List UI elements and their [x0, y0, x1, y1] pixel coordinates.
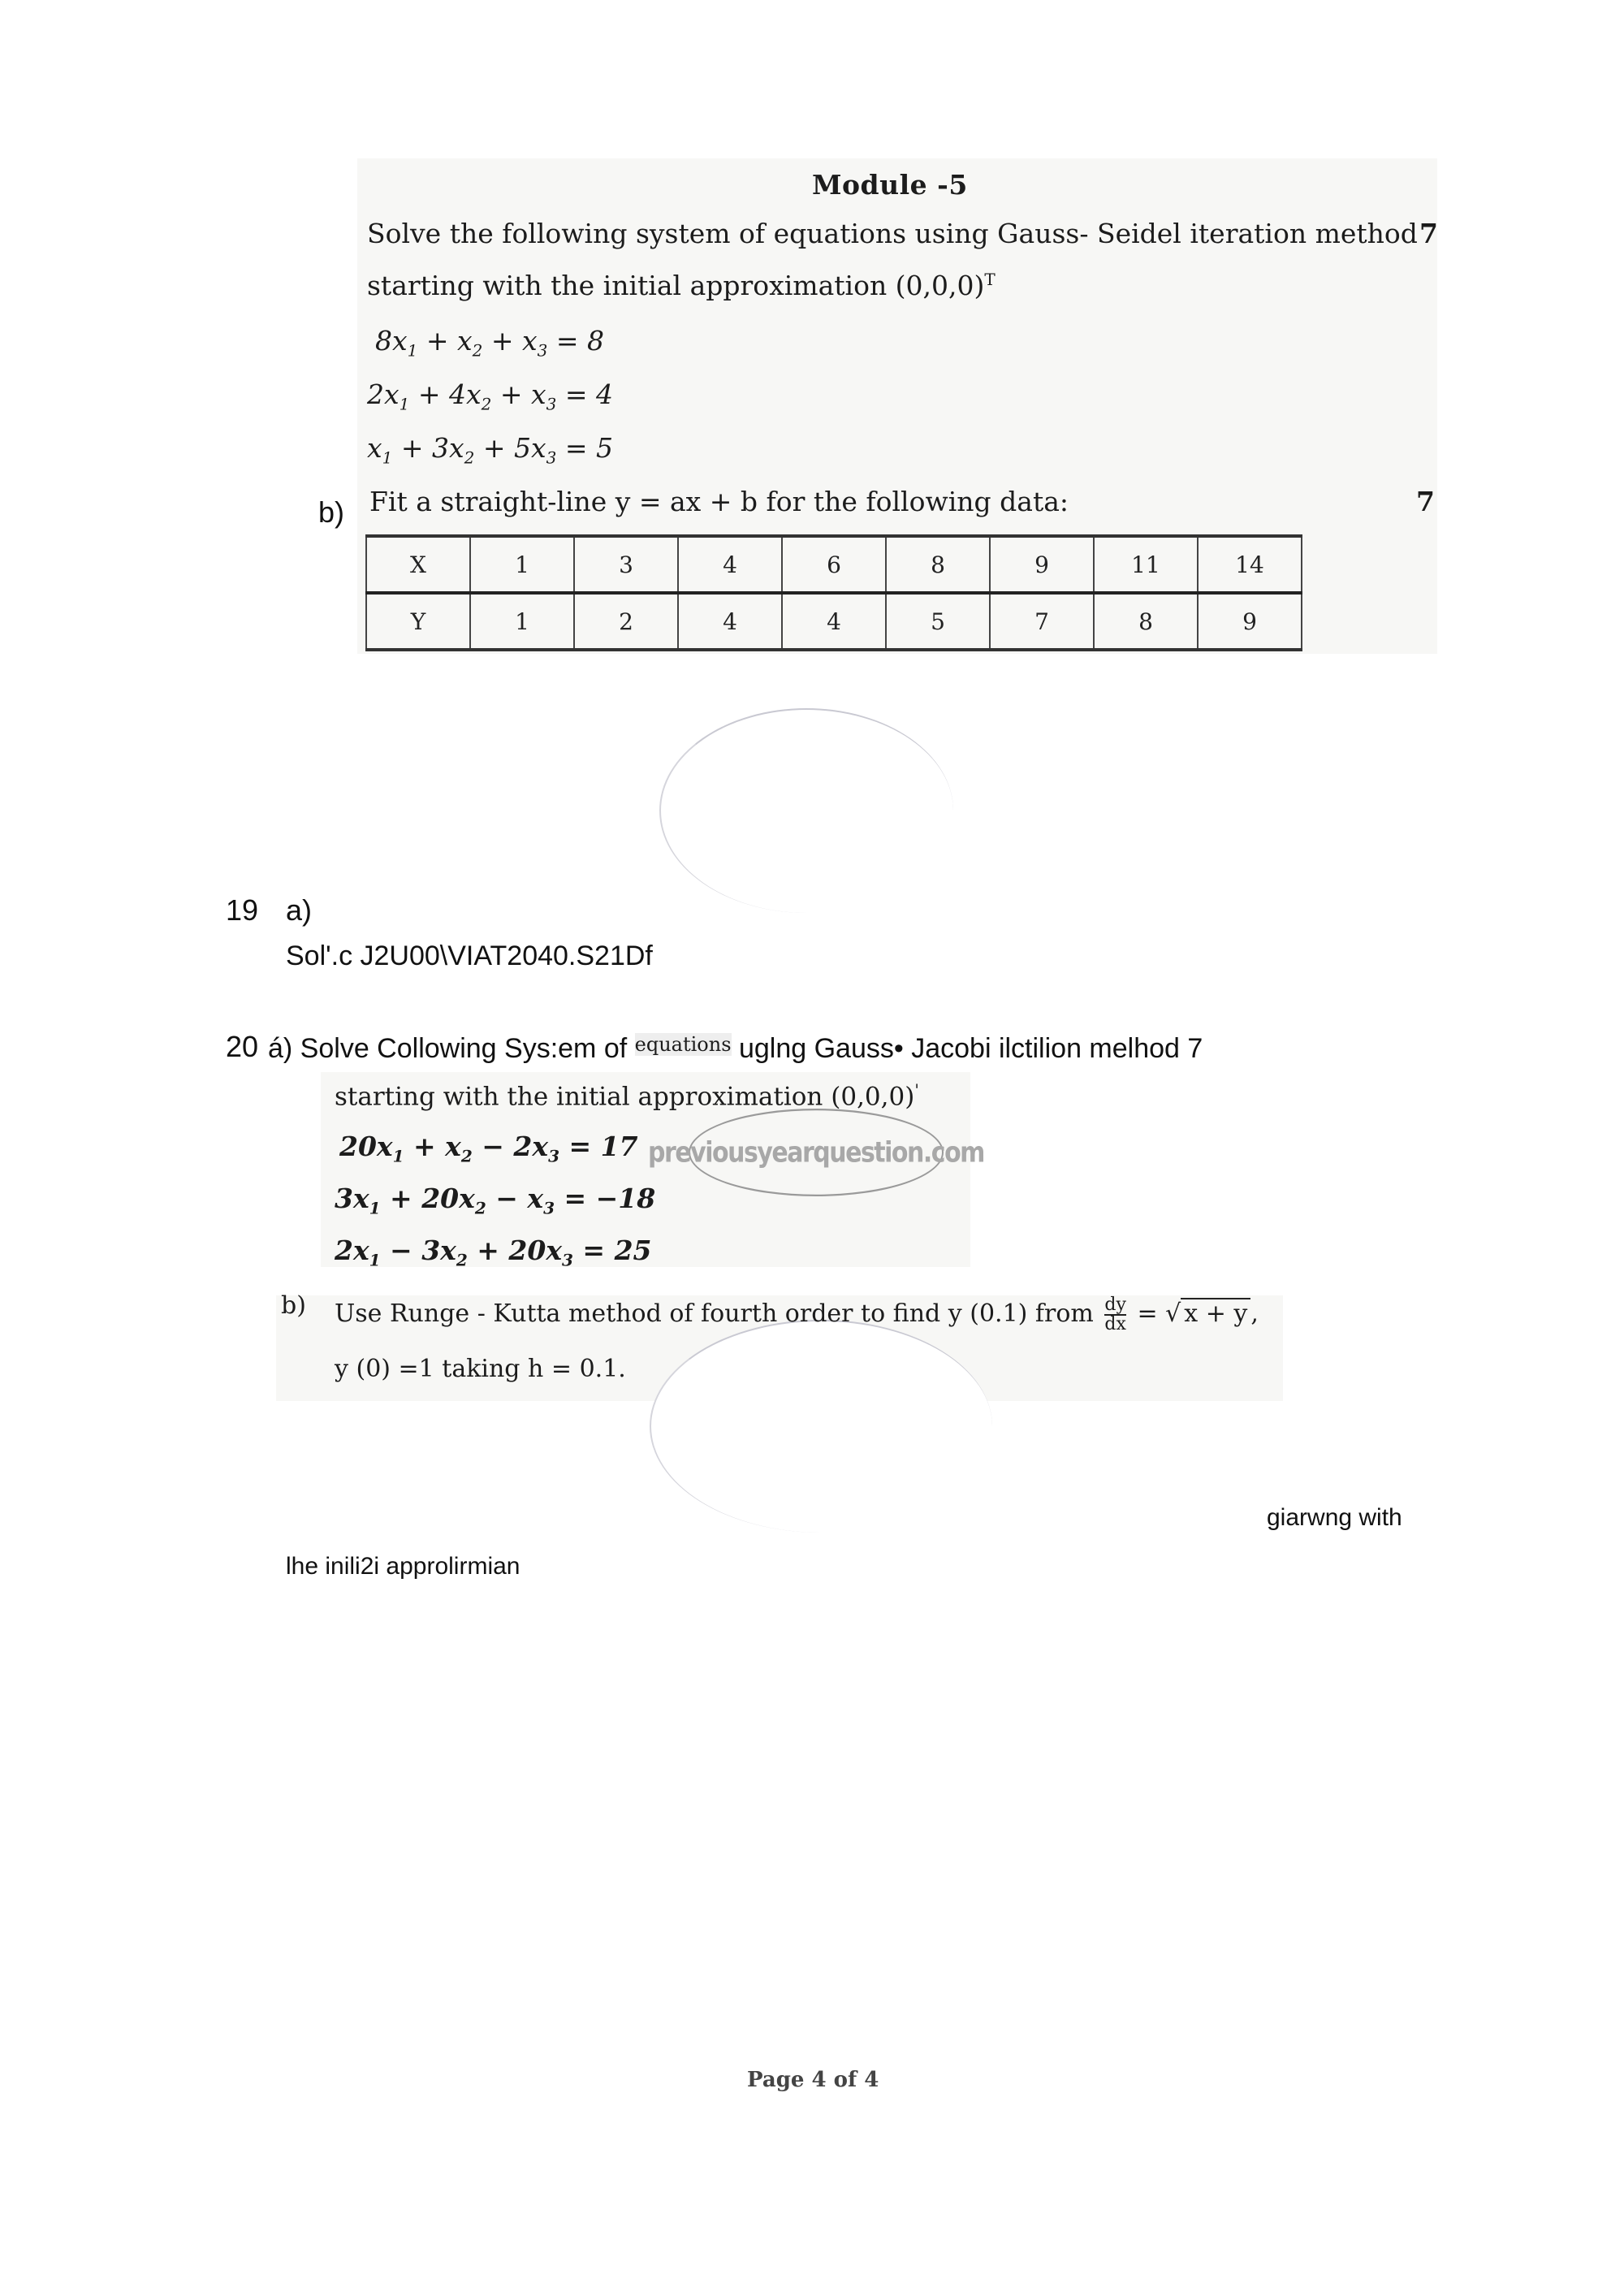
table-cell: 7	[990, 593, 1094, 650]
table-cell: 14	[1198, 536, 1302, 593]
q20-number: 20	[226, 1030, 259, 1063]
ocr-fragment-left: lhe inili2i approlirmian	[286, 1553, 520, 1580]
table-cell: 8	[1094, 593, 1198, 650]
table-cell: 3	[574, 536, 678, 593]
q19-label: a)	[286, 893, 313, 927]
q20b-derivative: $\frac{dy}{dx}$	[1104, 1295, 1126, 1334]
sqrt-icon: √	[1165, 1299, 1181, 1328]
table-cell: 9	[990, 536, 1094, 593]
table-cell: 5	[886, 593, 990, 650]
table-cell: 11	[1094, 536, 1198, 593]
watermark-logo: previousyearquestion.com	[689, 1109, 944, 1196]
q18a-equation-1: $8x_1 + x_2 + x_3 = 8$	[375, 325, 604, 361]
q20a-text-before: á) Solve Collowing Sys:em of	[268, 1033, 628, 1064]
table-row-x	[366, 536, 1302, 593]
q18a-text-line1: Solve the following system of equations using Gauss- Seidel iteration method	[367, 218, 1418, 249]
q20a-equation-3: $2x_1 - 3x_2 + 20x_3 = 25$	[335, 1234, 652, 1270]
q18a-equation-2: $2x_1 + 4x_2 + x_3 = 4$	[367, 378, 613, 414]
table-row-y	[366, 593, 1302, 650]
q20b-trail: ,	[1250, 1299, 1259, 1328]
table-cell: 4	[678, 536, 782, 593]
q18b-text: Fit a straight-line y = ax + b for the following data:	[369, 486, 1069, 517]
q18a-line2-text: starting with the initial approximation (0,0,0)	[367, 270, 985, 301]
q18a-text-line2	[367, 270, 996, 301]
table-cell: 1	[470, 536, 574, 593]
table-cell: 8	[886, 536, 990, 593]
q18b-marks: 7	[1416, 486, 1435, 517]
q19-number: 19	[226, 893, 259, 927]
page-footer: Page 4 of 4	[747, 2068, 879, 2092]
scan-artifact-blob	[659, 708, 953, 913]
table-cell: Y	[366, 593, 470, 650]
q20a-text-line2	[335, 1080, 919, 1111]
q20a-text-after: uglng Gauss• Jacobi ilctilion melhod 7	[738, 1033, 1203, 1064]
q20a-scanned-word: equations	[634, 1033, 732, 1056]
q18a-line2-sup: T	[984, 270, 996, 289]
data-table	[365, 534, 1302, 651]
q18a-marks: 7	[1419, 218, 1438, 249]
q20b-text-line1	[335, 1296, 1259, 1334]
table-cell: 4	[782, 593, 886, 650]
ocr-fragment-right: giarwng with	[1267, 1504, 1402, 1531]
q20a-equation-1: $20x_1 + x_2 - 2x_3 = 17$	[339, 1131, 638, 1166]
table-cell: 2	[574, 593, 678, 650]
q20b-text-line2: y (0) =1 taking h = 0.1.	[335, 1355, 626, 1383]
table-cell: 1	[470, 593, 574, 650]
q20a-line2-text: starting with the initial approximation (0,0,0)	[335, 1082, 915, 1112]
q20b-sqrt-expr: x + y	[1181, 1298, 1250, 1328]
q20b-label: b)	[281, 1291, 306, 1320]
module-title: Module -5	[812, 169, 968, 201]
table-cell: 4	[678, 593, 782, 650]
q20a-line2-sup: '	[914, 1080, 919, 1100]
table-cell: 9	[1198, 593, 1302, 650]
q20a-equation-2: $3x_1 + 20x_2 - x_3 = -18$	[335, 1183, 656, 1218]
q19-text: Sol'.c J2U00\VIAT2040.S21Df	[286, 940, 653, 971]
table-cell: 6	[782, 536, 886, 593]
table-cell: X	[366, 536, 470, 593]
scan-artifact-blob	[650, 1320, 992, 1533]
q18b-label: b)	[318, 495, 345, 529]
q20b-eq-sign: =	[1137, 1299, 1158, 1328]
q20a-text-line1	[268, 1033, 1203, 1065]
q20b-text: Use Runge - Kutta method of fourth order to find y (0.1) from	[335, 1299, 1094, 1328]
q18a-equation-3: $x_1 + 3x_2 + 5x_3 = 5$	[367, 432, 613, 468]
